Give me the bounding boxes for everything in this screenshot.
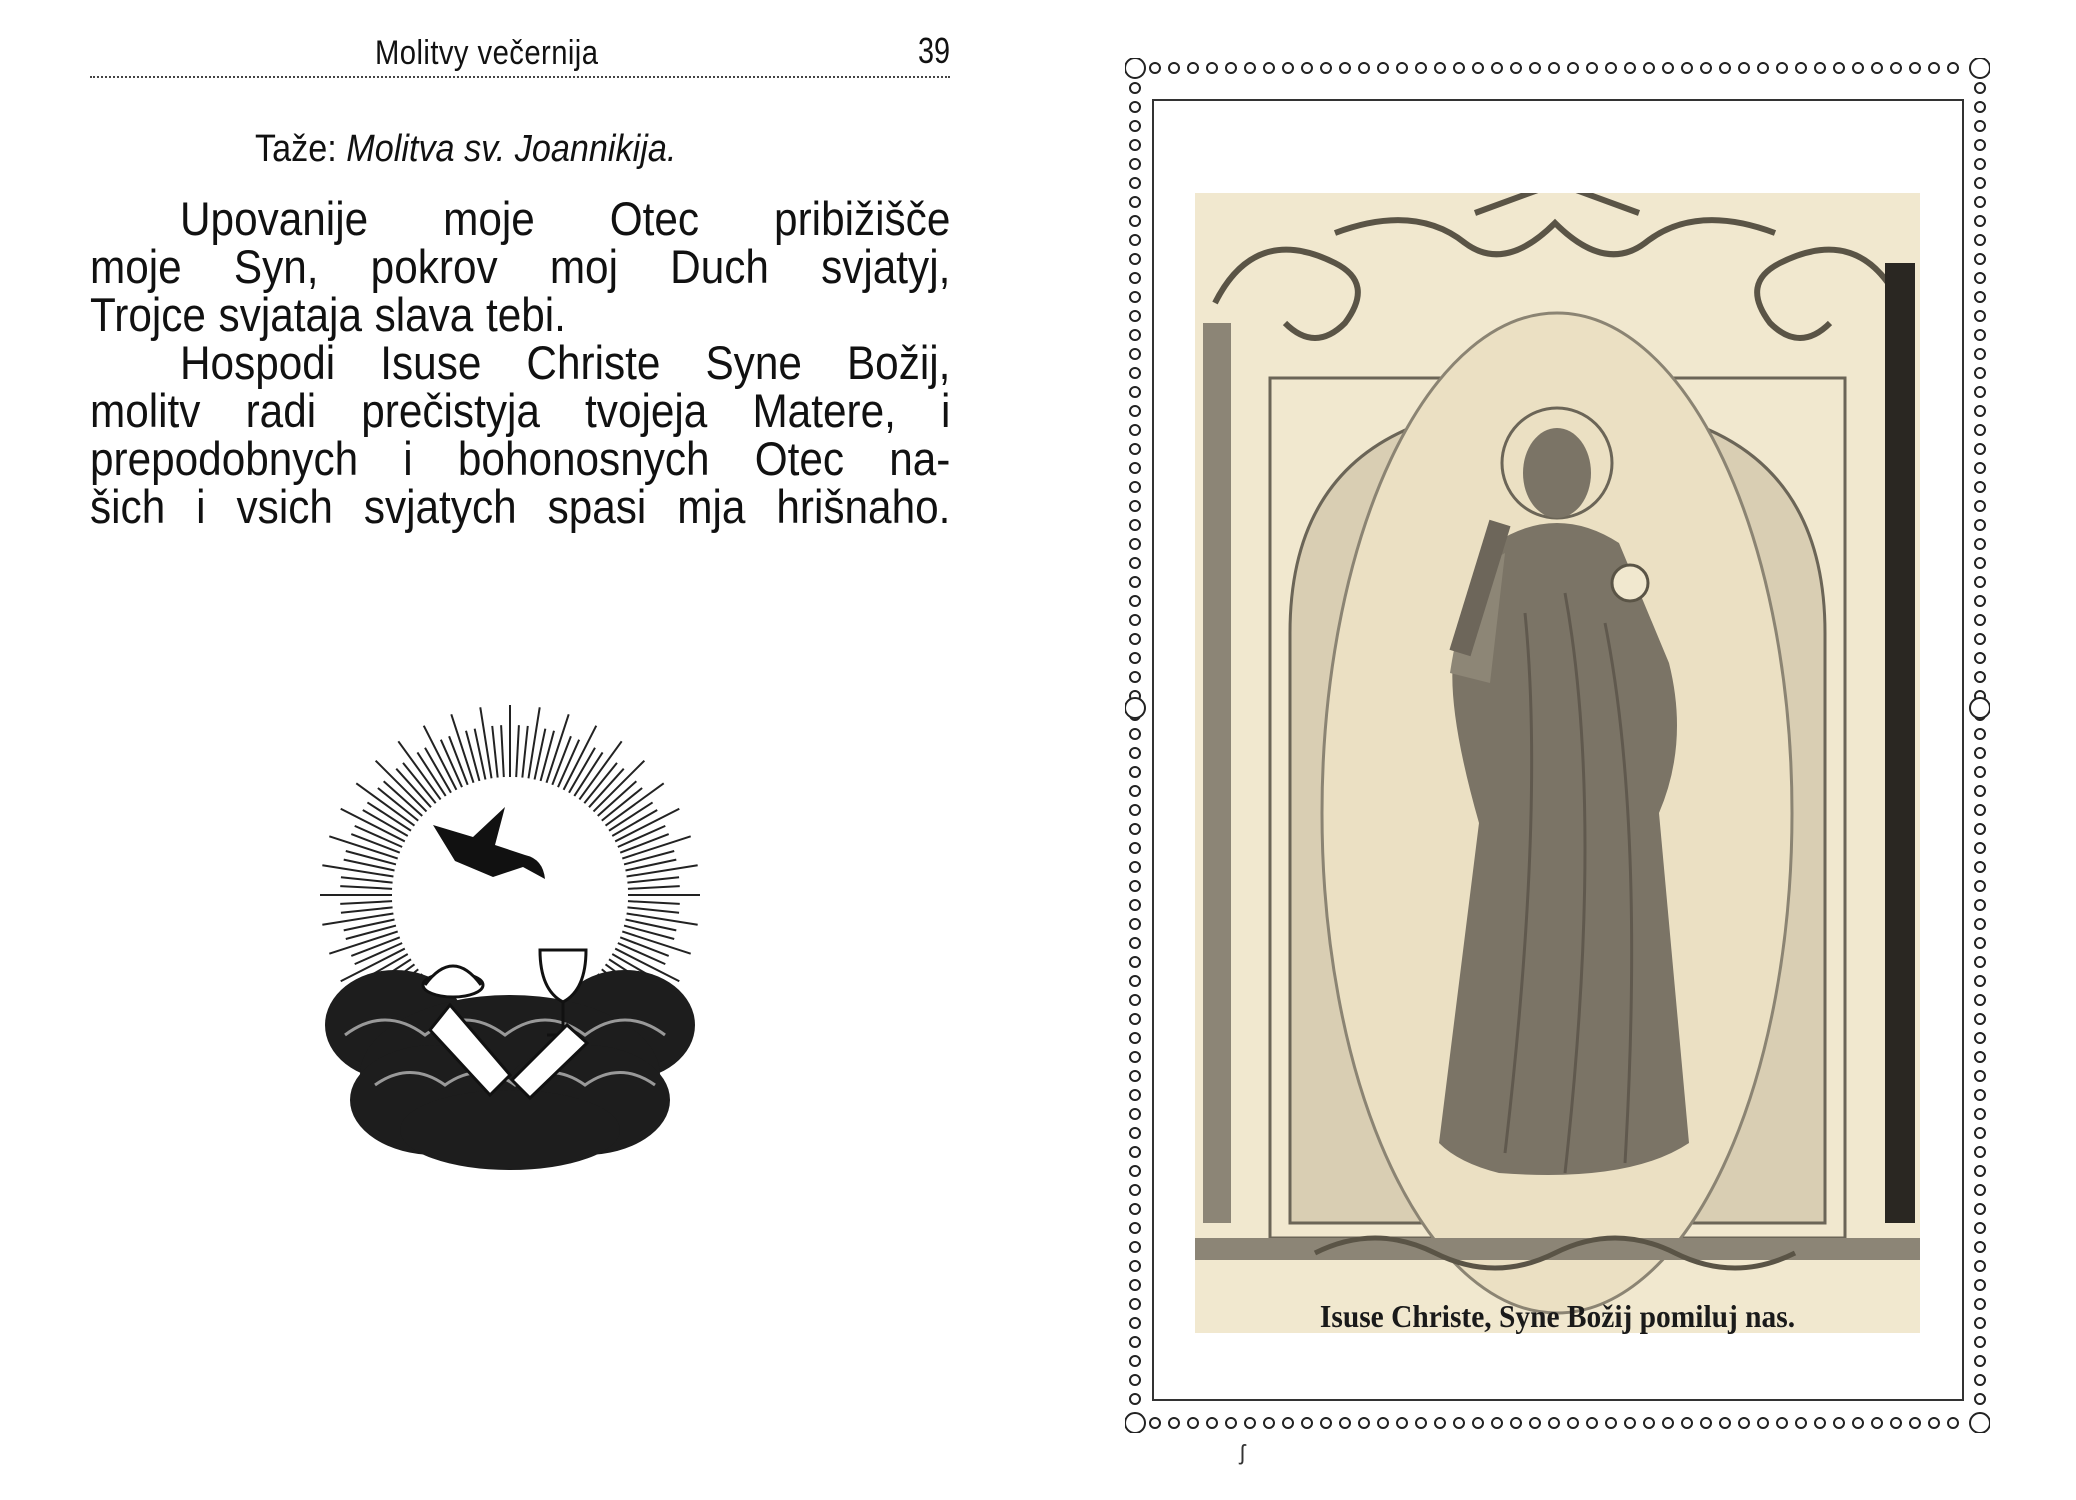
word: moje (90, 240, 182, 293)
frame-bead (1530, 63, 1540, 73)
frame-bead (1929, 1418, 1939, 1428)
frame-bead (1511, 1418, 1521, 1428)
frame-bead (1321, 1418, 1331, 1428)
frame-bead (1473, 63, 1483, 73)
frame-bead (1130, 273, 1140, 283)
frame-bead (1359, 63, 1369, 73)
frame-bead (1975, 729, 1985, 739)
word: Syne (705, 336, 802, 389)
frame-bead (1130, 1185, 1140, 1195)
frame-bead (1625, 1418, 1635, 1428)
frame-bead (1948, 1418, 1958, 1428)
ray-line (424, 726, 457, 790)
frame-bead (1975, 463, 1985, 473)
frame-bead (1701, 1418, 1711, 1428)
frame-bead (1130, 425, 1140, 435)
frame-bead (1130, 938, 1140, 948)
frame-bead (1416, 1418, 1426, 1428)
word: Isuse (380, 336, 482, 389)
word: prepodobnych (90, 432, 359, 485)
frame-bead (1975, 501, 1985, 511)
frame-bead (1720, 63, 1730, 73)
frame-bead (1796, 63, 1806, 73)
frame-bead (1568, 63, 1578, 73)
word: spasi (547, 480, 647, 533)
word: tvojeja (585, 384, 708, 437)
word: Otec (754, 432, 845, 485)
frame-bead (1975, 159, 1985, 169)
frame-bead (1226, 63, 1236, 73)
word: svjatych (363, 480, 517, 533)
frame-bead (1975, 1204, 1985, 1214)
frame-bead (1975, 1375, 1985, 1385)
frame-bead (1682, 63, 1692, 73)
frame-bead (1473, 1418, 1483, 1428)
frame-bead (1975, 102, 1985, 112)
ray-line (341, 907, 393, 912)
prayer-heading (255, 128, 676, 171)
frame-bead (1910, 63, 1920, 73)
frame-bead (1975, 387, 1985, 397)
frame-bead (1130, 178, 1140, 188)
frame-bead (1975, 121, 1985, 131)
frame-bead (1682, 1418, 1692, 1428)
frame-bead (1245, 1418, 1255, 1428)
frame-bead (1815, 63, 1825, 73)
frame-bead (1975, 216, 1985, 226)
frame-bead (1975, 957, 1985, 967)
prayer-line (90, 288, 950, 341)
frame-bead (1975, 406, 1985, 416)
frame-bead (1663, 1418, 1673, 1428)
frame-bead (1975, 330, 1985, 340)
frame-bead (1777, 1418, 1787, 1428)
frame-bead (1130, 1280, 1140, 1290)
frame-bead (1397, 1418, 1407, 1428)
holy-card (1125, 58, 1990, 1433)
frame-bead (1130, 1261, 1140, 1271)
frame-bead (1130, 862, 1140, 872)
clouds-icon (325, 970, 695, 1170)
frame-bead (1530, 1418, 1540, 1428)
frame-bead (1853, 1418, 1863, 1428)
frame-bead (1758, 1418, 1768, 1428)
frame-bead (1150, 63, 1160, 73)
frame-bead (1130, 1223, 1140, 1233)
ray-line (522, 726, 527, 778)
prayer-line (90, 336, 951, 389)
frame-bead (1975, 1071, 1985, 1081)
frame-bead (1777, 63, 1787, 73)
frame-bead (1834, 1418, 1844, 1428)
frame-bead (1130, 368, 1140, 378)
frame-bead (1130, 1071, 1140, 1081)
frame-bead (1130, 1337, 1140, 1347)
frame-bead (1340, 63, 1350, 73)
ray-line (341, 809, 405, 842)
frame-bead (1130, 216, 1140, 226)
frame-bead (1435, 63, 1445, 73)
frame-bead (1587, 63, 1597, 73)
frame-bead (1511, 63, 1521, 73)
frame-bead (1644, 63, 1654, 73)
frame-bead (1130, 292, 1140, 302)
word: prečistyja (361, 384, 540, 437)
stray-ink-mark: ʃ (1240, 1440, 1245, 1465)
christ-portrait-icon (1195, 193, 1920, 1333)
frame-bead (1625, 63, 1635, 73)
frame-bead (1975, 634, 1985, 644)
frame-bead (1130, 387, 1140, 397)
ray-line (340, 886, 392, 889)
frame-bead (1130, 1394, 1140, 1404)
frame-bead (1872, 63, 1882, 73)
frame-bead (1321, 63, 1331, 73)
frame-bead (1302, 1418, 1312, 1428)
word: Syn, (233, 240, 319, 293)
frame-bead (1130, 140, 1140, 150)
ray-line (341, 877, 393, 882)
ray-line (492, 726, 497, 778)
frame-bead (1130, 653, 1140, 663)
frame-bead (1188, 63, 1198, 73)
frame-bead (1975, 1223, 1985, 1233)
frame-bead (1975, 539, 1985, 549)
frame-bead (1975, 83, 1985, 93)
frame-bead (1130, 482, 1140, 492)
frame-bead (1492, 63, 1502, 73)
frame-bead (1226, 1418, 1236, 1428)
frame-bead (1975, 919, 1985, 929)
word: mja (677, 480, 746, 533)
frame-bead (1549, 1418, 1559, 1428)
frame-bead (1929, 63, 1939, 73)
frame-bead (1975, 1185, 1985, 1195)
prayer-line (90, 240, 951, 293)
frame-bead (1910, 1418, 1920, 1428)
heading-prefix: Taže: (255, 128, 337, 170)
frame-bead (1130, 254, 1140, 264)
word: Upovanije (180, 192, 369, 245)
frame-bead (1130, 1375, 1140, 1385)
frame-bead (1130, 444, 1140, 454)
frame-bead (1891, 1418, 1901, 1428)
frame-bead (1975, 653, 1985, 663)
ray-line (615, 809, 679, 842)
frame-bead (1644, 1418, 1654, 1428)
frame-bead (1130, 1356, 1140, 1366)
frame-bead (1169, 63, 1179, 73)
word: i (403, 432, 413, 485)
frame-bead (1975, 1166, 1985, 1176)
frame-bead (1283, 1418, 1293, 1428)
frame-bead (1245, 63, 1255, 73)
frame-bead (1663, 63, 1673, 73)
word: pokrov (370, 240, 498, 293)
ray-line (627, 877, 679, 882)
prayer-body (90, 192, 951, 533)
word: tebi. (485, 288, 566, 341)
word: moje (443, 192, 535, 245)
frame-bead (1975, 615, 1985, 625)
prayer-line (90, 480, 951, 533)
frame-bead (1130, 1052, 1140, 1062)
frame-bead (1587, 1418, 1597, 1428)
frame-bead (1130, 843, 1140, 853)
word: svjataja (218, 288, 362, 341)
frame-bead (1975, 558, 1985, 568)
frame-bead (1169, 1418, 1179, 1428)
frame-bead (1975, 1318, 1985, 1328)
frame-bead (1975, 311, 1985, 321)
running-head (90, 16, 950, 76)
frame-bead (1130, 729, 1140, 739)
frame-bead (1975, 1299, 1985, 1309)
frame-bead (1568, 1418, 1578, 1428)
frame-bead (1975, 1090, 1985, 1100)
frame-bead (1130, 900, 1140, 910)
frame-bead (1130, 330, 1140, 340)
prayer-line (90, 432, 951, 485)
frame-bead (1130, 159, 1140, 169)
frame-bead (1130, 919, 1140, 929)
frame-bead (1606, 1418, 1616, 1428)
frame-bead (1975, 292, 1985, 302)
frame-bead (1130, 748, 1140, 758)
frame-bead (1975, 273, 1985, 283)
frame-bead (1130, 596, 1140, 606)
frame-bead (1207, 1418, 1217, 1428)
frame-bead (1891, 63, 1901, 73)
frame-bead (1130, 1242, 1140, 1252)
frame-bead (1975, 881, 1985, 891)
frame-bead (1975, 520, 1985, 530)
frame-bead (1130, 520, 1140, 530)
word: molitv (90, 384, 201, 437)
frame-bead (1130, 767, 1140, 777)
word: vsich (236, 480, 333, 533)
frame-bead (1130, 83, 1140, 93)
frame-bead (1739, 1418, 1749, 1428)
frame-bead (1130, 805, 1140, 815)
frame-bead (1975, 1242, 1985, 1252)
frame-bead (1975, 995, 1985, 1005)
frame-bead (1975, 767, 1985, 777)
frame-bead (1975, 482, 1985, 492)
word: Hospodi (180, 336, 336, 389)
frame-bead (1130, 957, 1140, 967)
ray-line (564, 726, 597, 790)
frame-bead (1130, 349, 1140, 359)
frame-bead (1492, 1418, 1502, 1428)
frame-bead (1796, 1418, 1806, 1428)
frame-bead (1359, 1418, 1369, 1428)
frame-bead (1435, 1418, 1445, 1428)
frame-bead (1130, 463, 1140, 473)
frame-bead (1130, 1014, 1140, 1024)
word: Božij, (846, 336, 951, 389)
page-number: 39 (917, 30, 950, 71)
frame-bead (1701, 63, 1711, 73)
card-caption: Isuse Christe, Syne Božij pomiluj nas. (1319, 1298, 1796, 1334)
frame-bead (1130, 558, 1140, 568)
frame-bead (1130, 672, 1140, 682)
frame-bead (1378, 1418, 1388, 1428)
frame-bead (1975, 349, 1985, 359)
frame-bead (1975, 805, 1985, 815)
word: i (196, 480, 206, 533)
frame-bead (1975, 577, 1985, 587)
frame-bead (1975, 1109, 1985, 1119)
word: pribižišče (774, 192, 951, 245)
dove-chalice-emblem-icon (305, 705, 725, 1175)
frame-bead (1207, 63, 1217, 73)
frame-bead (1815, 1418, 1825, 1428)
frame-bead (1975, 862, 1985, 872)
frame-bead (1130, 824, 1140, 834)
frame-bead (1130, 311, 1140, 321)
frame-bead (1948, 63, 1958, 73)
frame-bead (1975, 178, 1985, 188)
frame-bead (1975, 900, 1985, 910)
word: moj (549, 240, 618, 293)
word: i (940, 384, 951, 437)
word: slava (374, 288, 474, 341)
frame-bead (1975, 1280, 1985, 1290)
ray-line (516, 725, 519, 777)
word: bohonosnych (457, 432, 710, 485)
frame-bead (1975, 425, 1985, 435)
frame-bead (1397, 63, 1407, 73)
frame-bead (1130, 1166, 1140, 1176)
frame-bead (1130, 1109, 1140, 1119)
frame-bead (1975, 235, 1985, 245)
frame-bead (1264, 63, 1274, 73)
heading-title: Molitva sv. Joannikija. (346, 128, 677, 170)
frame-bead (1130, 1128, 1140, 1138)
word: Christe (526, 336, 661, 389)
frame-bead (1549, 63, 1559, 73)
frame-bead (1872, 1418, 1882, 1428)
frame-bead (1130, 786, 1140, 796)
frame-bead (1975, 596, 1985, 606)
word: na- (889, 432, 951, 485)
running-title: Molitvy večernija (375, 34, 599, 72)
frame-bead (1975, 1014, 1985, 1024)
frame-bead (1454, 63, 1464, 73)
frame-bead (1975, 748, 1985, 758)
frame-bead (1130, 501, 1140, 511)
frame-bead (1130, 1299, 1140, 1309)
frame-bead (1416, 63, 1426, 73)
ray-line (627, 907, 679, 912)
frame-bead (1853, 63, 1863, 73)
frame-bead (1264, 1418, 1274, 1428)
ray-line (340, 901, 392, 904)
ray-line (501, 725, 504, 777)
frame-bead (1975, 1337, 1985, 1347)
prayer-line (90, 192, 951, 245)
frame-bead (1283, 63, 1293, 73)
frame-bead (1130, 615, 1140, 625)
frame-bead (1130, 406, 1140, 416)
frame-bead (1758, 63, 1768, 73)
frame-bead (1975, 843, 1985, 853)
frame-bead (1975, 1394, 1985, 1404)
frame-bead (1975, 444, 1985, 454)
frame-bead (1975, 140, 1985, 150)
frame-bead (1975, 368, 1985, 378)
frame-bead (1454, 1418, 1464, 1428)
frame-bead (1975, 938, 1985, 948)
frame-bead (1975, 672, 1985, 682)
word: šich (90, 480, 166, 533)
frame-bead (1340, 1418, 1350, 1428)
frame-bead (1975, 1147, 1985, 1157)
frame-bead (1130, 1147, 1140, 1157)
frame-bead (1302, 63, 1312, 73)
frame-bead (1975, 1128, 1985, 1138)
header-divider (90, 76, 950, 78)
frame-bead (1130, 976, 1140, 986)
frame-bead (1130, 1033, 1140, 1043)
word: Duch (670, 240, 769, 293)
word: radi (245, 384, 317, 437)
prayer-line (90, 384, 951, 437)
frame-bead (1975, 976, 1985, 986)
frame-bead (1720, 1418, 1730, 1428)
frame-bead (1975, 786, 1985, 796)
frame-bead (1130, 634, 1140, 644)
frame-bead (1975, 254, 1985, 264)
frame-bead (1975, 1261, 1985, 1271)
frame-bead (1130, 1204, 1140, 1214)
frame-bead (1834, 63, 1844, 73)
word: svjatyj, (821, 240, 951, 293)
ray-line (628, 901, 680, 904)
frame-bead (1130, 121, 1140, 131)
frame-bead (1130, 197, 1140, 207)
frame-bead (1130, 235, 1140, 245)
frame-bead (1130, 995, 1140, 1005)
frame-bead (1130, 102, 1140, 112)
word: Otec (609, 192, 700, 245)
frame-bead (1975, 824, 1985, 834)
word: hrišnaho. (776, 480, 951, 533)
frame-bead (1130, 1090, 1140, 1100)
frame-bead (1975, 1033, 1985, 1043)
frame-bead (1975, 197, 1985, 207)
word: Trojce (90, 288, 206, 341)
frame-bead (1378, 63, 1388, 73)
frame-bead (1130, 539, 1140, 549)
frame-bead (1130, 881, 1140, 891)
frame-bead (1739, 63, 1749, 73)
frame-bead (1188, 1418, 1198, 1428)
ray-line (628, 886, 680, 889)
frame-bead (1606, 63, 1616, 73)
frame-bead (1130, 1318, 1140, 1328)
frame-bead (1130, 577, 1140, 587)
frame-bead (1150, 1418, 1160, 1428)
word: Matere, (752, 384, 896, 437)
frame-bead (1975, 1052, 1985, 1062)
frame-bead (1975, 1356, 1985, 1366)
